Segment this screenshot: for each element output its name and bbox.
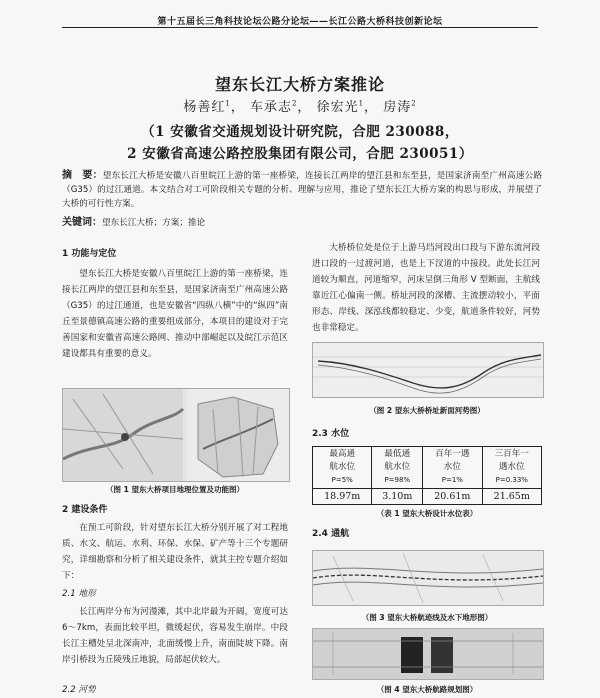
section-2-3-heading: 2.3 水位: [312, 429, 350, 439]
figure-3-navigation-map: [312, 550, 544, 606]
figure-3-caption: （图 3 望东大桥航迹线及水下地形图）: [361, 613, 493, 622]
author-sup: 2: [411, 99, 417, 108]
figure-1-location-map: [62, 388, 290, 482]
keywords-text: 望东长江大桥；方案；推论: [102, 218, 206, 228]
author-name: 房涛: [383, 100, 412, 115]
water-level-table: [312, 446, 542, 505]
section-1-paragraph: 望东长江大桥是安徽八百里皖江上游的第一座桥梁，连接长江两岸的望江县和东至县，是国家济南至广州高速公路（G35）的过江通道，也是安徽省“四纵八横”中的“纵四”南丘至景德镇高速公路的重要组成部分，本项目的建设对于完善国家和安徽省高速公路网、推动中部崛起以及皖江示范区建设都具有重要的意义。: [62, 269, 288, 359]
section-2-heading: 2 建设条件: [62, 505, 108, 515]
figure-2-caption: （图 2 望东大桥桥址新面河势图）: [369, 406, 485, 415]
location-map-graphic: [63, 389, 289, 481]
table-cell: 3.10m: [372, 489, 423, 505]
keywords-label: 关键词：: [62, 217, 102, 228]
abstract: [62, 169, 542, 211]
section-2-1-paragraph: 长江两岸分布为河漫滩，其中北岸最为开阔，宽度可达 6～7km，表面比较平坦，微缓起伏，容易发生崩岸。中段长江主槽处呈北深南冲，北面缓慢上升，南面陡坡下降。南岸引桥段为丘陵残丘地貌，局部起伏较大。: [62, 607, 288, 665]
table-cell: 21.65m: [482, 489, 541, 505]
route-plan-graphic: [313, 629, 543, 679]
figure-4-caption: （图 4 望东大桥航路规划图）: [376, 685, 478, 694]
table-header-row: [313, 447, 542, 489]
figure-1-caption: （图 1 望东大桥项目地理位置及功能图）: [106, 485, 244, 494]
table-1-caption: （表 1 望东大桥设计水位表）: [376, 509, 478, 518]
section-2-2-heading: 2.2 河势: [62, 685, 96, 695]
table-header-cell: 最高通 航水位 P=5%: [313, 447, 372, 489]
section-2-4-heading: 2.4 通航: [312, 529, 350, 539]
section-2-1-heading: 2.1 地形: [62, 589, 96, 599]
header-rule: [62, 27, 538, 28]
abstract-text: 望东长江大桥是安徽八百里皖江上游的第一座桥梁，连接长江两岸的望江县和东至县，是国家济南至广州高速公路（G35）的过江通道。本文结合对工可阶段相关专题的分析、理解与应用，推论了望东长江大桥方案的构思与形成，并展望了大桥的可行性方案。: [62, 171, 542, 209]
table-cell: 20.61m: [423, 489, 482, 505]
keywords: [62, 213, 205, 228]
table-header-cell: 百年一遇 水位 P=1%: [423, 447, 482, 489]
navigation-map-graphic: [313, 551, 543, 605]
author-name: 车承志: [249, 100, 292, 115]
author-name: 徐宏光: [316, 100, 359, 115]
table-header-cell: 三百年一 遇水位 P=0.33%: [482, 447, 541, 489]
affiliation-line-2: 2 安徽省高速公路控股集团有限公司，合肥 230051）: [127, 146, 473, 162]
section-1-heading: 1 功能与定位: [62, 249, 117, 259]
running-header: 第十五届长三角科技论坛公路分论坛——长江公路大桥科技创新论坛: [157, 17, 443, 27]
paper-title: 望东长江大桥方案推论: [214, 75, 385, 94]
river-section-graphic: [313, 343, 543, 397]
author-sup: 2: [291, 99, 298, 108]
figure-4-route-plan: [312, 628, 544, 680]
abstract-label: 摘 要：: [62, 170, 103, 181]
author-sup: 1: [358, 99, 365, 108]
affiliation-line-1: （1 安徽省交通规划设计研究院，合肥 230088，: [141, 124, 459, 140]
author-list: 杨善红$^1$， 车承志$^2$， 徐宏光$^1$， 房涛$^2$: [183, 99, 417, 115]
author-name: 杨善红: [183, 100, 226, 115]
table-cell: 18.97m: [313, 489, 372, 505]
table-header-cell: 最低通 航水位 P=98%: [372, 447, 423, 489]
table-row: [313, 489, 542, 505]
section-2-paragraph: 在预工可阶段，针对望东长江大桥分别开展了对工程地质、水文、航运、水利、环保、水保、矿产等十三个专题研究，详细勘察和分析了相关建设条件，就其主控专题介绍如下：: [62, 523, 288, 581]
author-sup: 1: [225, 99, 231, 108]
figure-2-river-section: [312, 342, 544, 398]
river-regime-paragraph: 大桥桥位处是位于上游马垱河段出口段与下游东流河段进口段的一过渡河道，也是上下汊道的中接段。此处长江河道较为顺直，河道缩窄，河床呈倒三角形 V 型断面，主航线靠近江心偏南一侧。桥址河段的深槽、主流摆动较小，平面形态、岸线、深泓线都较稳定、少变，航道条件较好，河势也非常稳定。: [312, 243, 540, 333]
